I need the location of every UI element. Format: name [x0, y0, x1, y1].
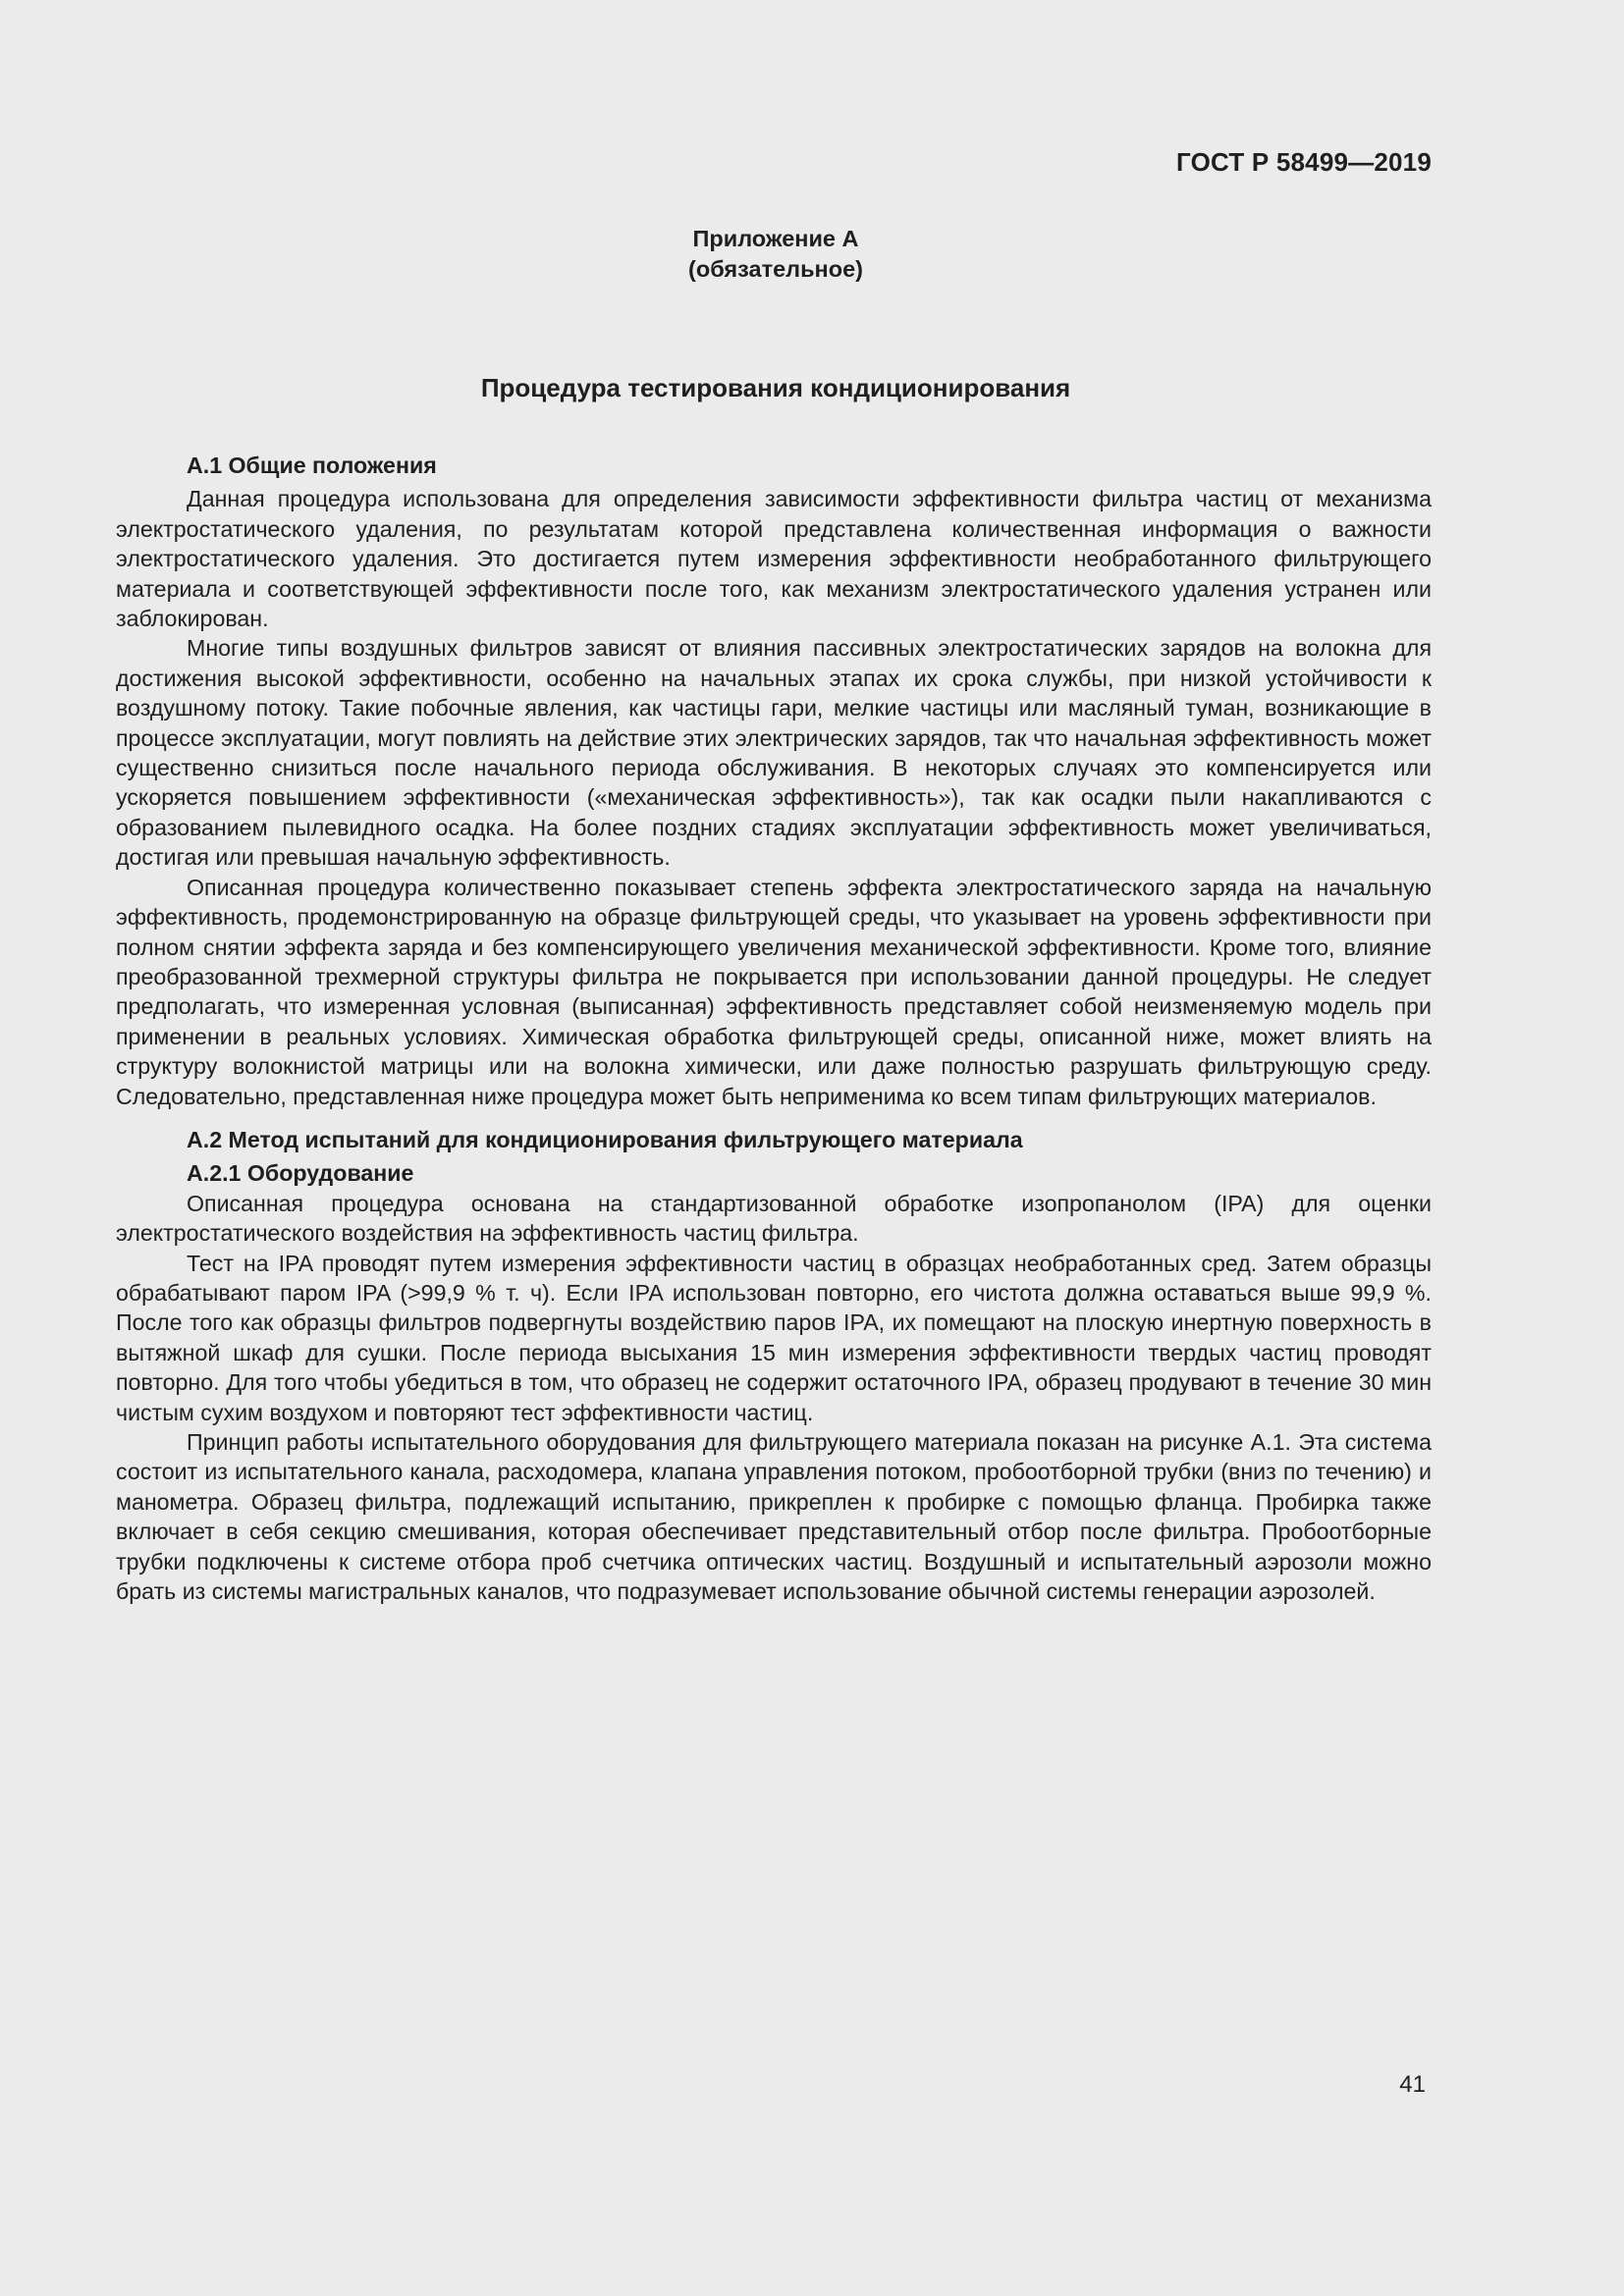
subsection-heading-a2-1: А.2.1 Оборудование — [187, 1160, 414, 1187]
document-body — [116, 449, 1432, 1606]
appendix-status: (обязательное) — [688, 256, 863, 282]
paragraph: Тест на IPA проводят путем измерения эффективности частиц в образцах необработанных сред. Затем образцы обрабатывают паром IPA (>99,9 % т. ч). Если IPA использован повторно, его чистота должна оставаться выше 99,9 %. После того как образцы фильтров подвергнуты воздействию паров IPA, их помещают на плоскую инертную поверхность в вытяжной шкаф для сушки. После периода высыхания 15 мин измерения эффективности твердых частиц проводят повторно. Для того чтобы убедиться в том, что образец не содержит остаточного IPA, образец продувают в течение 30 мин чистым сухим воздухом и повторяют тест эффективности частиц. — [116, 1250, 1432, 1425]
paragraph: Описанная процедура количественно показывает степень эффекта электростатического заряда на начальную эффективность, продемонстрированную на образце фильтрующей среды, что указывает на уровень эффективности при полном снятии эффекта заряда и без компенсирующего увеличения механической эффективности. Кроме того, влияние преобразованной трехмерной структуры фильтра не покрывается при использовании данной процедуры. Не следует предполагать, что измеренная условная (выписанная) эффективность представляет собой неизменяемую модель при применении в реальных условиях. Химическая обработка фильтрующей среды, описанной ниже, может влиять на структуру волокнистой матрицы или на волокна химически, или даже полностью разрушать фильтрующую среду. Следовательно, представленная ниже процедура может быть неприменима ко всем типам фильтрующих материалов. — [116, 874, 1432, 1109]
paragraph: Описанная процедура основана на стандартизованной обработке изопропанолом (IPA) для оценки электростатического воздействия на эффективность частиц фильтра. — [116, 1190, 1432, 1247]
document-code: ГОСТ Р 58499—2019 — [1176, 147, 1432, 177]
paragraph: Данная процедура использована для определения зависимости эффективности фильтра частиц от механизма электростатического удаления, по результатам которой представлена количественная информация о важности электростатического удаления. Это достигается путем измерения эффективности необработанного фильтрующего материала и соответствующей эффективности после того, как механизм электростатического удаления устранен или заблокирован. — [116, 486, 1432, 632]
appendix-heading — [0, 224, 1551, 285]
paragraph: Многие типы воздушных фильтров зависят от влияния пассивных электростатических зарядов на волокна для достижения высокой эффективности, особенно на начальных этапах их срока службы, при низкой устойчивости к воздушному потоку. Такие побочные явления, как частицы гари, мелкие частицы или масляный туман, возникающие в процессе эксплуатации, могут повлиять на действие этих электрических зарядов, так что начальная эффективность может существенно снизиться после начального периода обслуживания. В некоторых случаях это компенсируется или ускоряется повышением эффективности («механическая эффективность»), так как осадки пыли накапливаются с образованием пылевидного осадка. На более поздних стадиях эксплуатации эффективность может увеличиваться, достигая или превышая начальную эффективность. — [116, 635, 1432, 871]
section-heading-a2: А.2 Метод испытаний для кондиционирования фильтрующего материала — [187, 1126, 1023, 1152]
page-number: 41 — [1399, 2071, 1426, 2098]
paragraph: Принцип работы испытательного оборудования для фильтрующего материала показан на рисунке А.1. Эта система состоит из испытательного канала, расходомера, клапана управления потоком, пробоотборной трубки (вниз по течению) и манометра. Образец фильтра, подлежащий испытанию, прикреплен к пробирке с помощью фланца. Пробирка также включает в себя секцию смешивания, которая обеспечивает представительный отбор после фильтра. Пробоотборные трубки подключены к системе отбора проб счетчика оптических частиц. Воздушный и испытательный аэрозоли можно брать из системы магистральных каналов, что подразумевает использование обычной системы генерации аэрозолей. — [116, 1429, 1432, 1605]
appendix-title: Процедура тестирования кондиционирования — [480, 373, 1071, 402]
appendix-label: Приложение А — [692, 226, 859, 251]
section-heading-a1: А.1 Общие положения — [187, 453, 437, 478]
